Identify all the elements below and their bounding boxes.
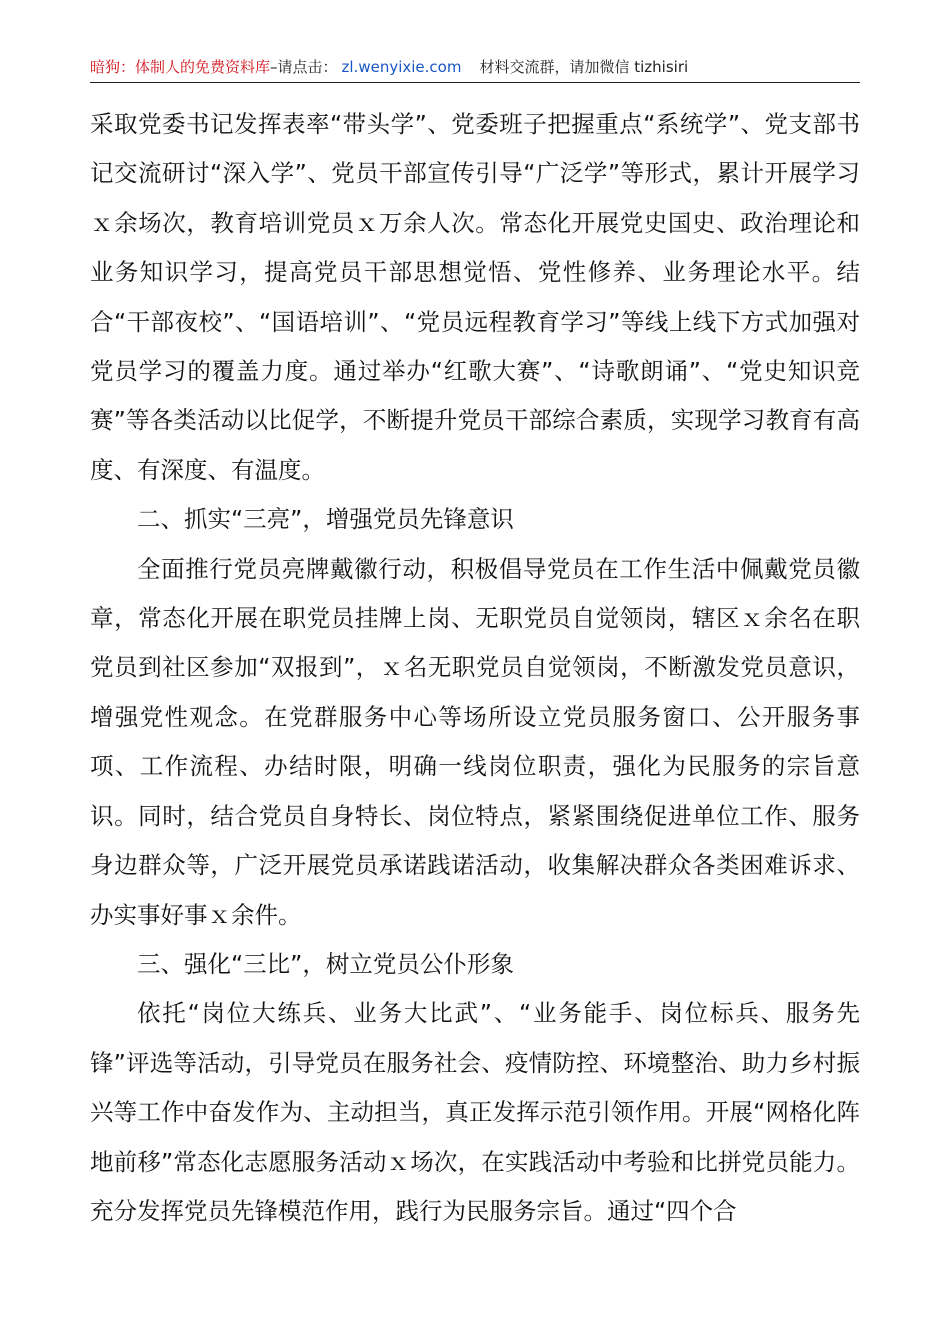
paragraph-continuation: 采取党委书记发挥表率“带头学”、党委班子把握重点“系统学”、党支部书记交流研讨“深入学”、党员干部宣传引导“广泛学”等形式，累计开展学习ｘ余场次，教育培训党员ｘ万余人次。常态化开展党史国史、政治理论和业务知识学习，提高党员干部思想觉悟、党性修养、业务理论水平。结合“干部夜校”、“国语培训”、“党员远程教育学习”等线上线下方式加强对党员学习的覆盖力度。通过举办“红歌大赛”、“诗歌朗诵”、“党史知识竞赛”等各类活动以比促学，不断提升党员干部综合素质，实现学习教育有高度、有深度、有温度。 — [90, 110, 860, 484]
page-header — [90, 56, 860, 82]
header-brand: 暗狗：体制人的免费资料库 — [90, 58, 271, 76]
header-link[interactable]: zl.wenyixie.com — [341, 58, 462, 76]
document-body — [90, 100, 860, 1236]
section-heading-3: 三、强化“三比”，树立党员公仆形象 — [137, 949, 514, 978]
header-prompt: –请点击： — [270, 58, 338, 76]
paragraph-section-3: 依托“岗位大练兵、业务大比武”、“业务能手、岗位标兵、服务先锋”评选等活动，引导党员在服务社会、疫情防控、环境整治、助力乡村振兴等工作中奋发作为、主动担当，真正发挥示范引领作用。开展“网格化阵地前移”常态化志愿服务活动ｘ场次，在实践活动中考验和比拼党员能力。充分发挥党员先锋模范作用，践行为民服务宗旨。通过“四个合 — [90, 999, 860, 1225]
header-divider — [90, 82, 860, 83]
paragraph-section-2: 全面推行党员亮牌戴徽行动，积极倡导党员在工作生活中佩戴党员徽章，常态化开展在职党员挂牌上岗、无职党员自觉领岗，辖区ｘ余名在职党员到社区参加“双报到”，ｘ名无职党员自觉领岗，不断激发党员意识，增强党性观念。在党群服务中心等场所设立党员服务窗口、公开服务事项、工作流程、办结时限，明确一线岗位职责，强化为民服务的宗旨意识。同时，结合党员自身特长、岗位特点，紧紧围绕促进单位工作、服务身边群众等，广泛开展党员承诺践诺活动，收集解决群众各类困难诉求、办实事好事ｘ余件。 — [90, 554, 860, 929]
header-wechat-note: 材料交流群，请加微信 tizhisiri — [479, 58, 689, 76]
section-heading-2: 二、抓实“三亮”，增强党员先锋意识 — [137, 505, 514, 534]
